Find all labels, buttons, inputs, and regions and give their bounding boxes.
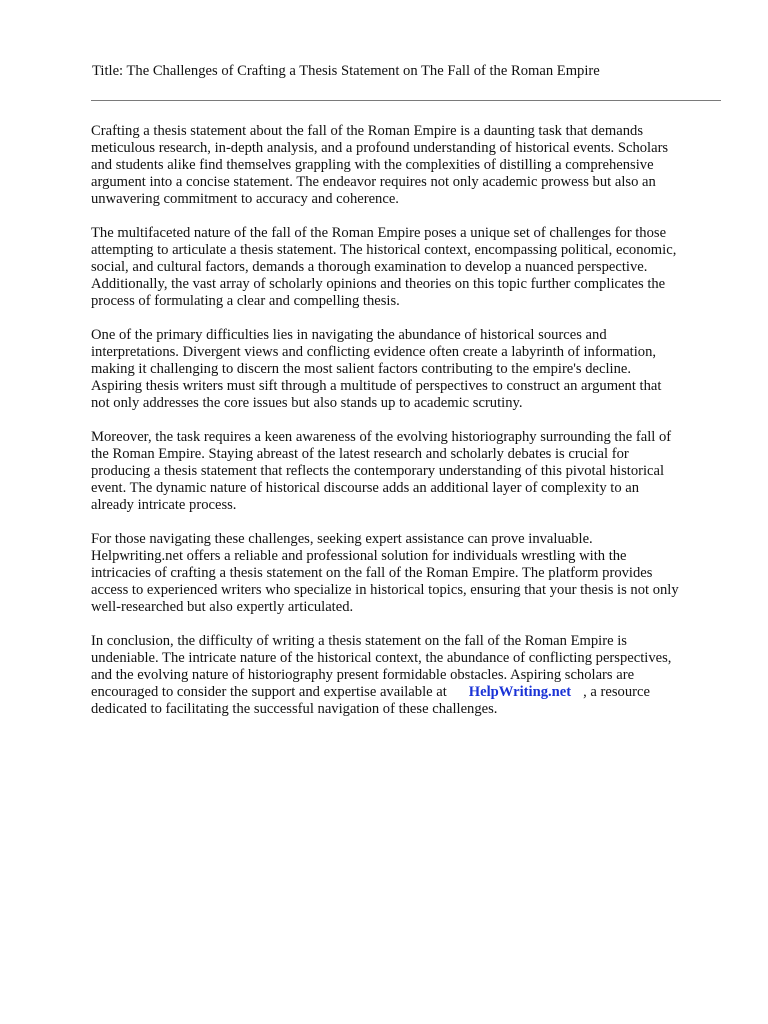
paragraph-line: attempting to articulate a thesis statement. The historical context, encompassing political, economic, [91,242,677,259]
paragraph-line: making it challenging to discern the most salient factors contributing to the empire's decline. [91,361,632,378]
paragraph-line: undeniable. The intricate nature of the historical context, the abundance of conflicting perspectives, [91,649,672,666]
paragraph-line: In conclusion, the difficulty of writing a thesis statement on the fall of the Roman Empire is [91,632,627,649]
paragraph-line: argument into a concise statement. The endeavor requires not only academic prowess but also an [91,174,656,191]
paragraph-line: not only addresses the core issues but also stands up to academic scrutiny. [91,395,523,412]
paragraph-line: intricacies of crafting a thesis statement on the fall of the Roman Empire. The platform provides [91,565,653,582]
paragraph-line: The multifaceted nature of the fall of the Roman Empire poses a unique set of challenges for those [91,224,667,241]
document-body [91,123,721,735]
title-divider [91,100,721,101]
paragraph-line: the Roman Empire. Staying abreast of the latest research and scholarly debates is crucial for [91,446,629,462]
paragraph-line: Additionally, the vast array of scholarly opinions and theories on this topic further complicates the [91,276,666,293]
document-title: Title: The Challenges of Crafting a Thesis Statement on The Fall of the Roman Empire [92,63,600,79]
paragraph-line: access to experienced writers who specialize in historical topics, ensuring that your thesis is not only [91,582,679,599]
paragraph-line: Aspiring thesis writers must sift through a multitude of perspectives to construct an argument that [91,378,662,395]
paragraph-line: interpretations. Divergent views and conflicting evidence often create a labyrinth of information, [91,344,657,361]
paragraph-line: well-researched but also expertly articulated. [91,599,354,616]
paragraph-line: unwavering commitment to accuracy and coherence. [91,191,399,208]
paragraph-2 [91,225,721,310]
paragraph-5 [91,531,721,616]
paragraph-line: meticulous research, in-depth analysis, and a profound understanding of historical events. Scholars [91,140,669,157]
paragraph-line: dedicated to facilitating the successful navigation of these challenges. [91,701,498,718]
conclusion-paragraph [91,633,721,718]
paragraph-line: already intricate process. [91,497,237,514]
paragraph-4 [91,429,721,514]
paragraph-line: process of formulating a clear and compelling thesis. [91,293,400,310]
paragraph-line: social, and cultural factors, demands a thorough examination to develop a nuanced perspective. [91,259,648,276]
paragraph-line: Moreover, the task requires a keen awareness of the evolving historiography surrounding the fall of [91,428,672,445]
paragraph-line: Crafting a thesis statement about the fall of the Roman Empire is a daunting task that demands [91,123,643,139]
paragraph-line: producing a thesis statement that reflects the contemporary understanding of this pivotal historical [91,463,665,480]
paragraph-line: For those navigating these challenges, seeking expert assistance can prove invaluable. [91,530,593,547]
link-line [91,684,721,701]
paragraph-line: One of the primary difficulties lies in navigating the abundance of historical sources and [91,326,607,343]
link-suffix: , a resource [583,684,650,701]
paragraph-line: and the evolving nature of historiography present formidable obstacles. Aspiring scholars are [91,667,635,684]
paragraph-line: event. The dynamic nature of historical discourse adds an additional layer of complexity to an [91,480,640,497]
paragraph-3 [91,327,721,412]
paragraph-line: Helpwriting.net offers a reliable and professional solution for individuals wrestling with the [91,547,627,564]
paragraph-1 [91,123,721,208]
link-prefix: encouraged to consider the support and expertise available at [91,684,447,701]
paragraph-line: and students alike find themselves grappling with the complexities of distilling a comprehensive [91,157,654,174]
helpwriting-link[interactable]: HelpWriting.net [468,684,572,701]
